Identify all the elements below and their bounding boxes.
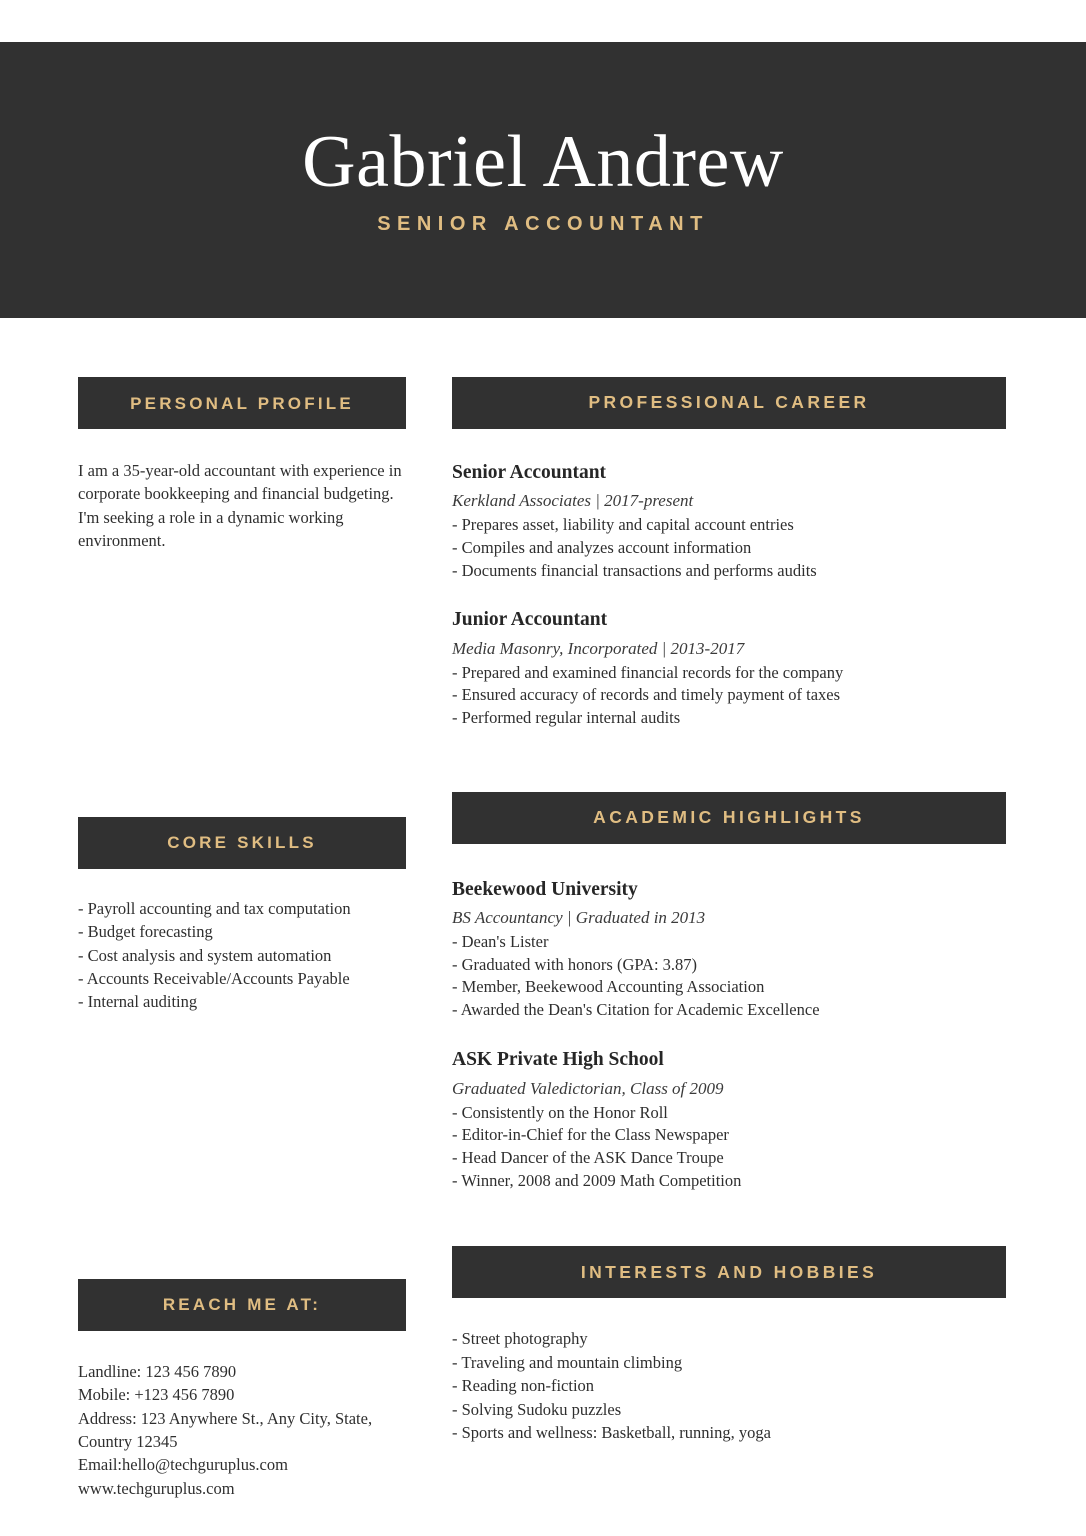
academic-entry-bullets [452, 1102, 1006, 1192]
personal-profile-text: I am a 35-year-old accountant with experience in corporate bookkeeping and financial budgeting. I'm seeking a role in a dynamic working environment. [78, 461, 402, 551]
section-header-interests-and-hobbies-label: INTERESTS AND HOBBIES [580, 1261, 878, 1282]
career-entry-subtitle: Kerkland Associates | 2017-present [452, 491, 694, 511]
list-item: - Documents financial transactions and performs audits [452, 560, 817, 580]
section-header-interests-and-hobbies [452, 1246, 1006, 1298]
core-skills-list [78, 897, 406, 1014]
contact-mobile: Mobile: +123 456 7890 [78, 1385, 235, 1405]
list-item: - Member, Beekewood Accounting Association [452, 977, 765, 997]
interests-list [452, 1327, 1006, 1444]
contact-address: Address: 123 Anywhere St., Any City, State, Country 12345 [78, 1408, 373, 1452]
list-item: - Solving Sudoku puzzles [452, 1399, 622, 1419]
section-header-core-skills [78, 817, 406, 869]
contact-email[interactable]: Email:hello@techguruplus.com [78, 1455, 288, 1475]
career-entry-bullets [452, 514, 1006, 582]
academic-entry [452, 1048, 1006, 1192]
list-item: - Awarded the Dean's Citation for Academic Excellence [452, 999, 820, 1019]
career-entry-bullets [452, 662, 1006, 730]
section-header-personal-profile [78, 377, 406, 429]
list-item: - Prepares asset, liability and capital account entries [452, 515, 794, 535]
academic-entry-title: ASK Private High School [452, 1049, 664, 1071]
list-item: - Consistently on the Honor Roll [452, 1102, 668, 1122]
header-job-title: SENIOR ACCOUNTANT [377, 213, 709, 236]
section-header-contact [78, 1279, 406, 1331]
list-item: - Editor-in-Chief for the Class Newspaper [452, 1125, 729, 1145]
list-item: - Payroll accounting and tax computation [78, 898, 351, 918]
contact-landline: Landline: 123 456 7890 [78, 1361, 237, 1381]
section-header-core-skills-label: CORE SKILLS [167, 833, 317, 853]
section-header-contact-label: REACH ME AT: [162, 1295, 322, 1315]
list-item: - Performed regular internal audits [452, 707, 681, 727]
personal-profile-body [78, 459, 406, 553]
section-header-professional-career [452, 377, 1006, 429]
list-item: - Sports and wellness: Basketball, running, yoga [452, 1422, 771, 1442]
list-item: - Winner, 2008 and 2009 Math Competition [452, 1170, 742, 1190]
academic-entry [452, 878, 1006, 1022]
list-item: - Compiles and analyzes account information [452, 538, 752, 558]
page-title: Gabriel Andrew [302, 120, 784, 203]
list-item: - Dean's Lister [452, 932, 549, 952]
right-column [452, 377, 1006, 1444]
academic-entry-subtitle: Graduated Valedictorian, Class of 2009 [452, 1078, 724, 1098]
list-item: - Reading non-fiction [452, 1376, 595, 1396]
list-item: - Ensured accuracy of records and timely payment of taxes [452, 685, 841, 705]
career-entry [452, 608, 1006, 729]
list-item: - Cost analysis and system automation [78, 945, 332, 965]
section-header-academic-highlights [452, 792, 1006, 844]
section-header-professional-career-label: PROFESSIONAL CAREER [588, 392, 870, 413]
list-item: - Accounts Receivable/Accounts Payable [78, 968, 350, 988]
academic-entry-subtitle: BS Accountancy | Graduated in 2013 [452, 907, 706, 927]
list-item: - Head Dancer of the ASK Dance Troupe [452, 1148, 724, 1168]
career-entry-subtitle: Media Masonry, Incorporated | 2013-2017 [452, 638, 745, 658]
career-entry-title: Senior Accountant [452, 462, 607, 483]
left-column [78, 377, 406, 1500]
list-item: - Traveling and mountain climbing [452, 1352, 683, 1372]
contact-website[interactable]: www.techguruplus.com [78, 1478, 235, 1498]
academic-entry-title: Beekewood University [452, 878, 638, 900]
academic-entry-bullets [452, 931, 1006, 1021]
section-header-personal-profile-label: PERSONAL PROFILE [130, 393, 354, 413]
section-header-academic-highlights-label: ACADEMIC HIGHLIGHTS [593, 806, 865, 827]
list-item: - Budget forecasting [78, 922, 213, 942]
list-item: - Graduated with honors (GPA: 3.87) [452, 954, 698, 974]
resume-header-band [0, 42, 1086, 318]
career-entry-title: Junior Accountant [452, 609, 608, 631]
list-item: - Prepared and examined financial records for the company [452, 662, 844, 682]
career-entry [452, 461, 1006, 582]
contact-details [78, 1360, 406, 1501]
list-item: - Street photography [452, 1329, 588, 1349]
list-item: - Internal auditing [78, 992, 198, 1012]
